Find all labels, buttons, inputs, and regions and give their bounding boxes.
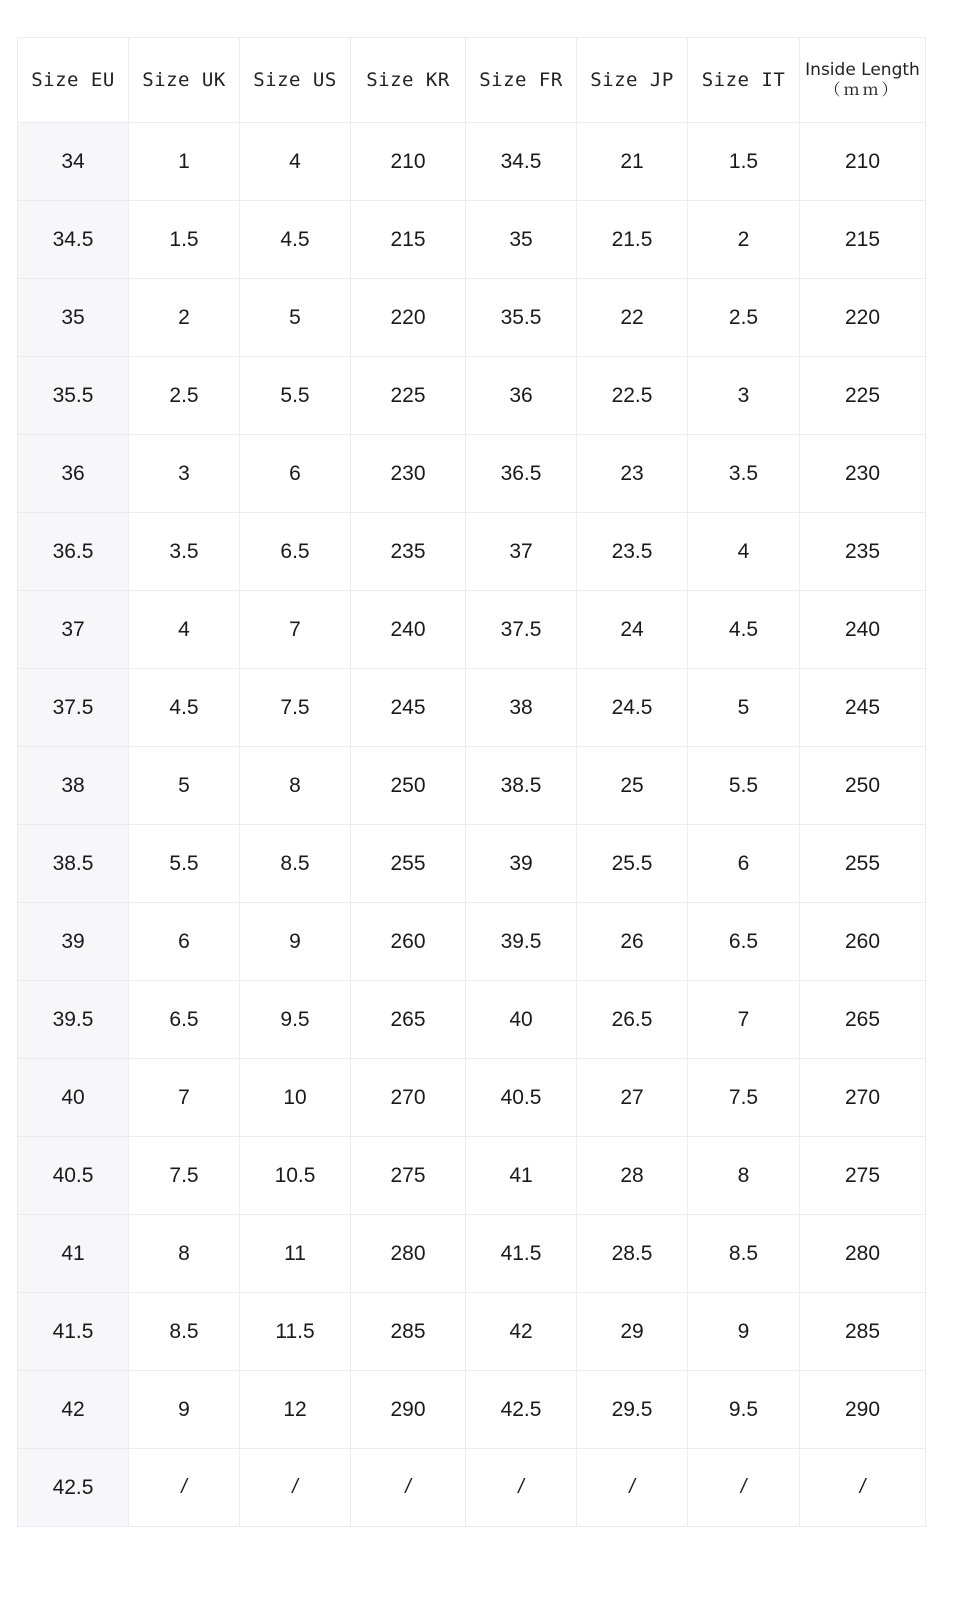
cell-size-kr: / bbox=[351, 1449, 466, 1527]
cell-size-fr: 42 bbox=[466, 1293, 577, 1371]
header-inside-length-unit: （ｍｍ） bbox=[824, 80, 901, 99]
cell-size-us: 4 bbox=[240, 123, 351, 201]
cell-inside-length: 225 bbox=[800, 357, 926, 435]
cell-size-it: / bbox=[688, 1449, 800, 1527]
cell-inside-length: 220 bbox=[800, 279, 926, 357]
cell-size-fr: 36 bbox=[466, 357, 577, 435]
table-row bbox=[18, 435, 926, 513]
cell-size-jp: 26 bbox=[577, 903, 688, 981]
cell-size-eu: 38.5 bbox=[18, 825, 129, 903]
cell-size-eu: 40 bbox=[18, 1059, 129, 1137]
cell-size-fr: 35.5 bbox=[466, 279, 577, 357]
cell-size-fr: 40.5 bbox=[466, 1059, 577, 1137]
cell-size-uk: 7 bbox=[129, 1059, 240, 1137]
cell-size-uk: 3.5 bbox=[129, 513, 240, 591]
cell-size-kr: 215 bbox=[351, 201, 466, 279]
table-row bbox=[18, 1371, 926, 1449]
cell-size-fr: 40 bbox=[466, 981, 577, 1059]
cell-size-us: 8 bbox=[240, 747, 351, 825]
cell-size-eu: 41 bbox=[18, 1215, 129, 1293]
cell-size-kr: 210 bbox=[351, 123, 466, 201]
cell-size-kr: 250 bbox=[351, 747, 466, 825]
cell-size-uk: 1.5 bbox=[129, 201, 240, 279]
cell-size-us: 4.5 bbox=[240, 201, 351, 279]
cell-size-kr: 255 bbox=[351, 825, 466, 903]
cell-size-jp: 23.5 bbox=[577, 513, 688, 591]
cell-size-us: 8.5 bbox=[240, 825, 351, 903]
cell-size-kr: 230 bbox=[351, 435, 466, 513]
cell-size-us: 10.5 bbox=[240, 1137, 351, 1215]
table-row bbox=[18, 747, 926, 825]
cell-inside-length: 275 bbox=[800, 1137, 926, 1215]
cell-size-it: 3 bbox=[688, 357, 800, 435]
table-row bbox=[18, 825, 926, 903]
cell-size-jp: 26.5 bbox=[577, 981, 688, 1059]
cell-size-it: 2.5 bbox=[688, 279, 800, 357]
header-size-uk: Size UK bbox=[129, 38, 240, 123]
cell-size-kr: 280 bbox=[351, 1215, 466, 1293]
table-row bbox=[18, 1059, 926, 1137]
cell-size-us: 10 bbox=[240, 1059, 351, 1137]
cell-size-eu: 35.5 bbox=[18, 357, 129, 435]
cell-size-eu: 42.5 bbox=[18, 1449, 129, 1527]
cell-inside-length: 290 bbox=[800, 1371, 926, 1449]
cell-inside-length: 280 bbox=[800, 1215, 926, 1293]
cell-size-jp: 24.5 bbox=[577, 669, 688, 747]
cell-size-us: 6 bbox=[240, 435, 351, 513]
table-row bbox=[18, 357, 926, 435]
cell-inside-length: 215 bbox=[800, 201, 926, 279]
cell-size-jp: 24 bbox=[577, 591, 688, 669]
cell-inside-length: 235 bbox=[800, 513, 926, 591]
cell-size-eu: 34 bbox=[18, 123, 129, 201]
cell-size-it: 2 bbox=[688, 201, 800, 279]
cell-size-jp: 25 bbox=[577, 747, 688, 825]
cell-size-it: 4 bbox=[688, 513, 800, 591]
cell-size-uk: / bbox=[129, 1449, 240, 1527]
cell-inside-length: 240 bbox=[800, 591, 926, 669]
table-row bbox=[18, 1293, 926, 1371]
cell-inside-length: 250 bbox=[800, 747, 926, 825]
cell-size-us: 11 bbox=[240, 1215, 351, 1293]
cell-size-uk: 8 bbox=[129, 1215, 240, 1293]
cell-size-eu: 34.5 bbox=[18, 201, 129, 279]
cell-size-us: 6.5 bbox=[240, 513, 351, 591]
cell-size-eu: 39 bbox=[18, 903, 129, 981]
cell-size-eu: 36 bbox=[18, 435, 129, 513]
cell-size-it: 1.5 bbox=[688, 123, 800, 201]
cell-size-eu: 39.5 bbox=[18, 981, 129, 1059]
cell-size-uk: 6.5 bbox=[129, 981, 240, 1059]
cell-size-kr: 270 bbox=[351, 1059, 466, 1137]
cell-size-eu: 38 bbox=[18, 747, 129, 825]
cell-inside-length: 285 bbox=[800, 1293, 926, 1371]
cell-size-jp: 28 bbox=[577, 1137, 688, 1215]
cell-size-uk: 9 bbox=[129, 1371, 240, 1449]
header-size-jp: Size JP bbox=[577, 38, 688, 123]
cell-size-it: 9 bbox=[688, 1293, 800, 1371]
cell-size-jp: 27 bbox=[577, 1059, 688, 1137]
cell-size-jp: 29 bbox=[577, 1293, 688, 1371]
cell-inside-length: 255 bbox=[800, 825, 926, 903]
cell-size-kr: 240 bbox=[351, 591, 466, 669]
table-row bbox=[18, 1137, 926, 1215]
cell-size-fr: / bbox=[466, 1449, 577, 1527]
table-row bbox=[18, 513, 926, 591]
table-row bbox=[18, 201, 926, 279]
table-row bbox=[18, 1449, 926, 1527]
cell-size-kr: 265 bbox=[351, 981, 466, 1059]
header-size-fr: Size FR bbox=[466, 38, 577, 123]
cell-size-kr: 220 bbox=[351, 279, 466, 357]
cell-size-kr: 290 bbox=[351, 1371, 466, 1449]
cell-size-uk: 2 bbox=[129, 279, 240, 357]
cell-size-fr: 41 bbox=[466, 1137, 577, 1215]
cell-inside-length: 210 bbox=[800, 123, 926, 201]
cell-size-it: 8.5 bbox=[688, 1215, 800, 1293]
cell-inside-length: 230 bbox=[800, 435, 926, 513]
cell-size-eu: 40.5 bbox=[18, 1137, 129, 1215]
cell-size-it: 5.5 bbox=[688, 747, 800, 825]
cell-inside-length: / bbox=[800, 1449, 926, 1527]
cell-size-fr: 42.5 bbox=[466, 1371, 577, 1449]
cell-size-fr: 39 bbox=[466, 825, 577, 903]
cell-size-kr: 235 bbox=[351, 513, 466, 591]
cell-size-kr: 275 bbox=[351, 1137, 466, 1215]
cell-size-it: 3.5 bbox=[688, 435, 800, 513]
cell-size-fr: 35 bbox=[466, 201, 577, 279]
cell-size-uk: 7.5 bbox=[129, 1137, 240, 1215]
header-size-kr: Size KR bbox=[351, 38, 466, 123]
table-row bbox=[18, 123, 926, 201]
cell-size-uk: 4 bbox=[129, 591, 240, 669]
header-row bbox=[18, 38, 926, 123]
cell-size-us: 12 bbox=[240, 1371, 351, 1449]
cell-size-uk: 1 bbox=[129, 123, 240, 201]
table-row bbox=[18, 903, 926, 981]
cell-size-it: 6.5 bbox=[688, 903, 800, 981]
cell-size-eu: 37.5 bbox=[18, 669, 129, 747]
cell-size-jp: / bbox=[577, 1449, 688, 1527]
table-row bbox=[18, 1215, 926, 1293]
cell-size-us: 5.5 bbox=[240, 357, 351, 435]
cell-size-eu: 35 bbox=[18, 279, 129, 357]
table-row bbox=[18, 981, 926, 1059]
cell-inside-length: 260 bbox=[800, 903, 926, 981]
table-header bbox=[18, 38, 926, 123]
cell-size-us: 9 bbox=[240, 903, 351, 981]
cell-size-kr: 245 bbox=[351, 669, 466, 747]
cell-size-jp: 28.5 bbox=[577, 1215, 688, 1293]
table-row bbox=[18, 591, 926, 669]
cell-size-fr: 39.5 bbox=[466, 903, 577, 981]
cell-size-jp: 22.5 bbox=[577, 357, 688, 435]
cell-size-jp: 21 bbox=[577, 123, 688, 201]
cell-size-eu: 42 bbox=[18, 1371, 129, 1449]
cell-size-us: 7.5 bbox=[240, 669, 351, 747]
cell-size-uk: 3 bbox=[129, 435, 240, 513]
cell-size-eu: 37 bbox=[18, 591, 129, 669]
header-inside-length bbox=[800, 38, 926, 123]
cell-size-it: 9.5 bbox=[688, 1371, 800, 1449]
cell-size-fr: 37 bbox=[466, 513, 577, 591]
cell-size-fr: 34.5 bbox=[466, 123, 577, 201]
cell-size-fr: 37.5 bbox=[466, 591, 577, 669]
cell-size-fr: 38 bbox=[466, 669, 577, 747]
cell-size-us: / bbox=[240, 1449, 351, 1527]
cell-size-eu: 41.5 bbox=[18, 1293, 129, 1371]
table-row bbox=[18, 279, 926, 357]
cell-size-jp: 23 bbox=[577, 435, 688, 513]
cell-size-jp: 29.5 bbox=[577, 1371, 688, 1449]
cell-size-it: 8 bbox=[688, 1137, 800, 1215]
cell-size-it: 7.5 bbox=[688, 1059, 800, 1137]
cell-size-kr: 225 bbox=[351, 357, 466, 435]
header-size-it: Size IT bbox=[688, 38, 800, 123]
cell-size-us: 5 bbox=[240, 279, 351, 357]
cell-size-uk: 5.5 bbox=[129, 825, 240, 903]
table-body bbox=[18, 123, 926, 1527]
cell-size-jp: 21.5 bbox=[577, 201, 688, 279]
cell-size-uk: 8.5 bbox=[129, 1293, 240, 1371]
cell-size-uk: 2.5 bbox=[129, 357, 240, 435]
cell-size-jp: 25.5 bbox=[577, 825, 688, 903]
cell-size-fr: 36.5 bbox=[466, 435, 577, 513]
cell-size-jp: 22 bbox=[577, 279, 688, 357]
cell-size-us: 9.5 bbox=[240, 981, 351, 1059]
header-size-eu: Size EU bbox=[18, 38, 129, 123]
cell-inside-length: 265 bbox=[800, 981, 926, 1059]
cell-size-uk: 5 bbox=[129, 747, 240, 825]
cell-size-uk: 4.5 bbox=[129, 669, 240, 747]
cell-size-fr: 41.5 bbox=[466, 1215, 577, 1293]
cell-size-it: 7 bbox=[688, 981, 800, 1059]
cell-size-kr: 260 bbox=[351, 903, 466, 981]
cell-size-uk: 6 bbox=[129, 903, 240, 981]
cell-size-us: 11.5 bbox=[240, 1293, 351, 1371]
cell-inside-length: 245 bbox=[800, 669, 926, 747]
header-inside-length-label: Inside Length bbox=[805, 60, 920, 80]
cell-size-fr: 38.5 bbox=[466, 747, 577, 825]
cell-size-kr: 285 bbox=[351, 1293, 466, 1371]
table-row bbox=[18, 669, 926, 747]
cell-size-it: 6 bbox=[688, 825, 800, 903]
cell-size-eu: 36.5 bbox=[18, 513, 129, 591]
cell-size-it: 4.5 bbox=[688, 591, 800, 669]
size-chart-table bbox=[17, 37, 926, 1527]
cell-inside-length: 270 bbox=[800, 1059, 926, 1137]
cell-size-us: 7 bbox=[240, 591, 351, 669]
cell-size-it: 5 bbox=[688, 669, 800, 747]
header-size-us: Size US bbox=[240, 38, 351, 123]
